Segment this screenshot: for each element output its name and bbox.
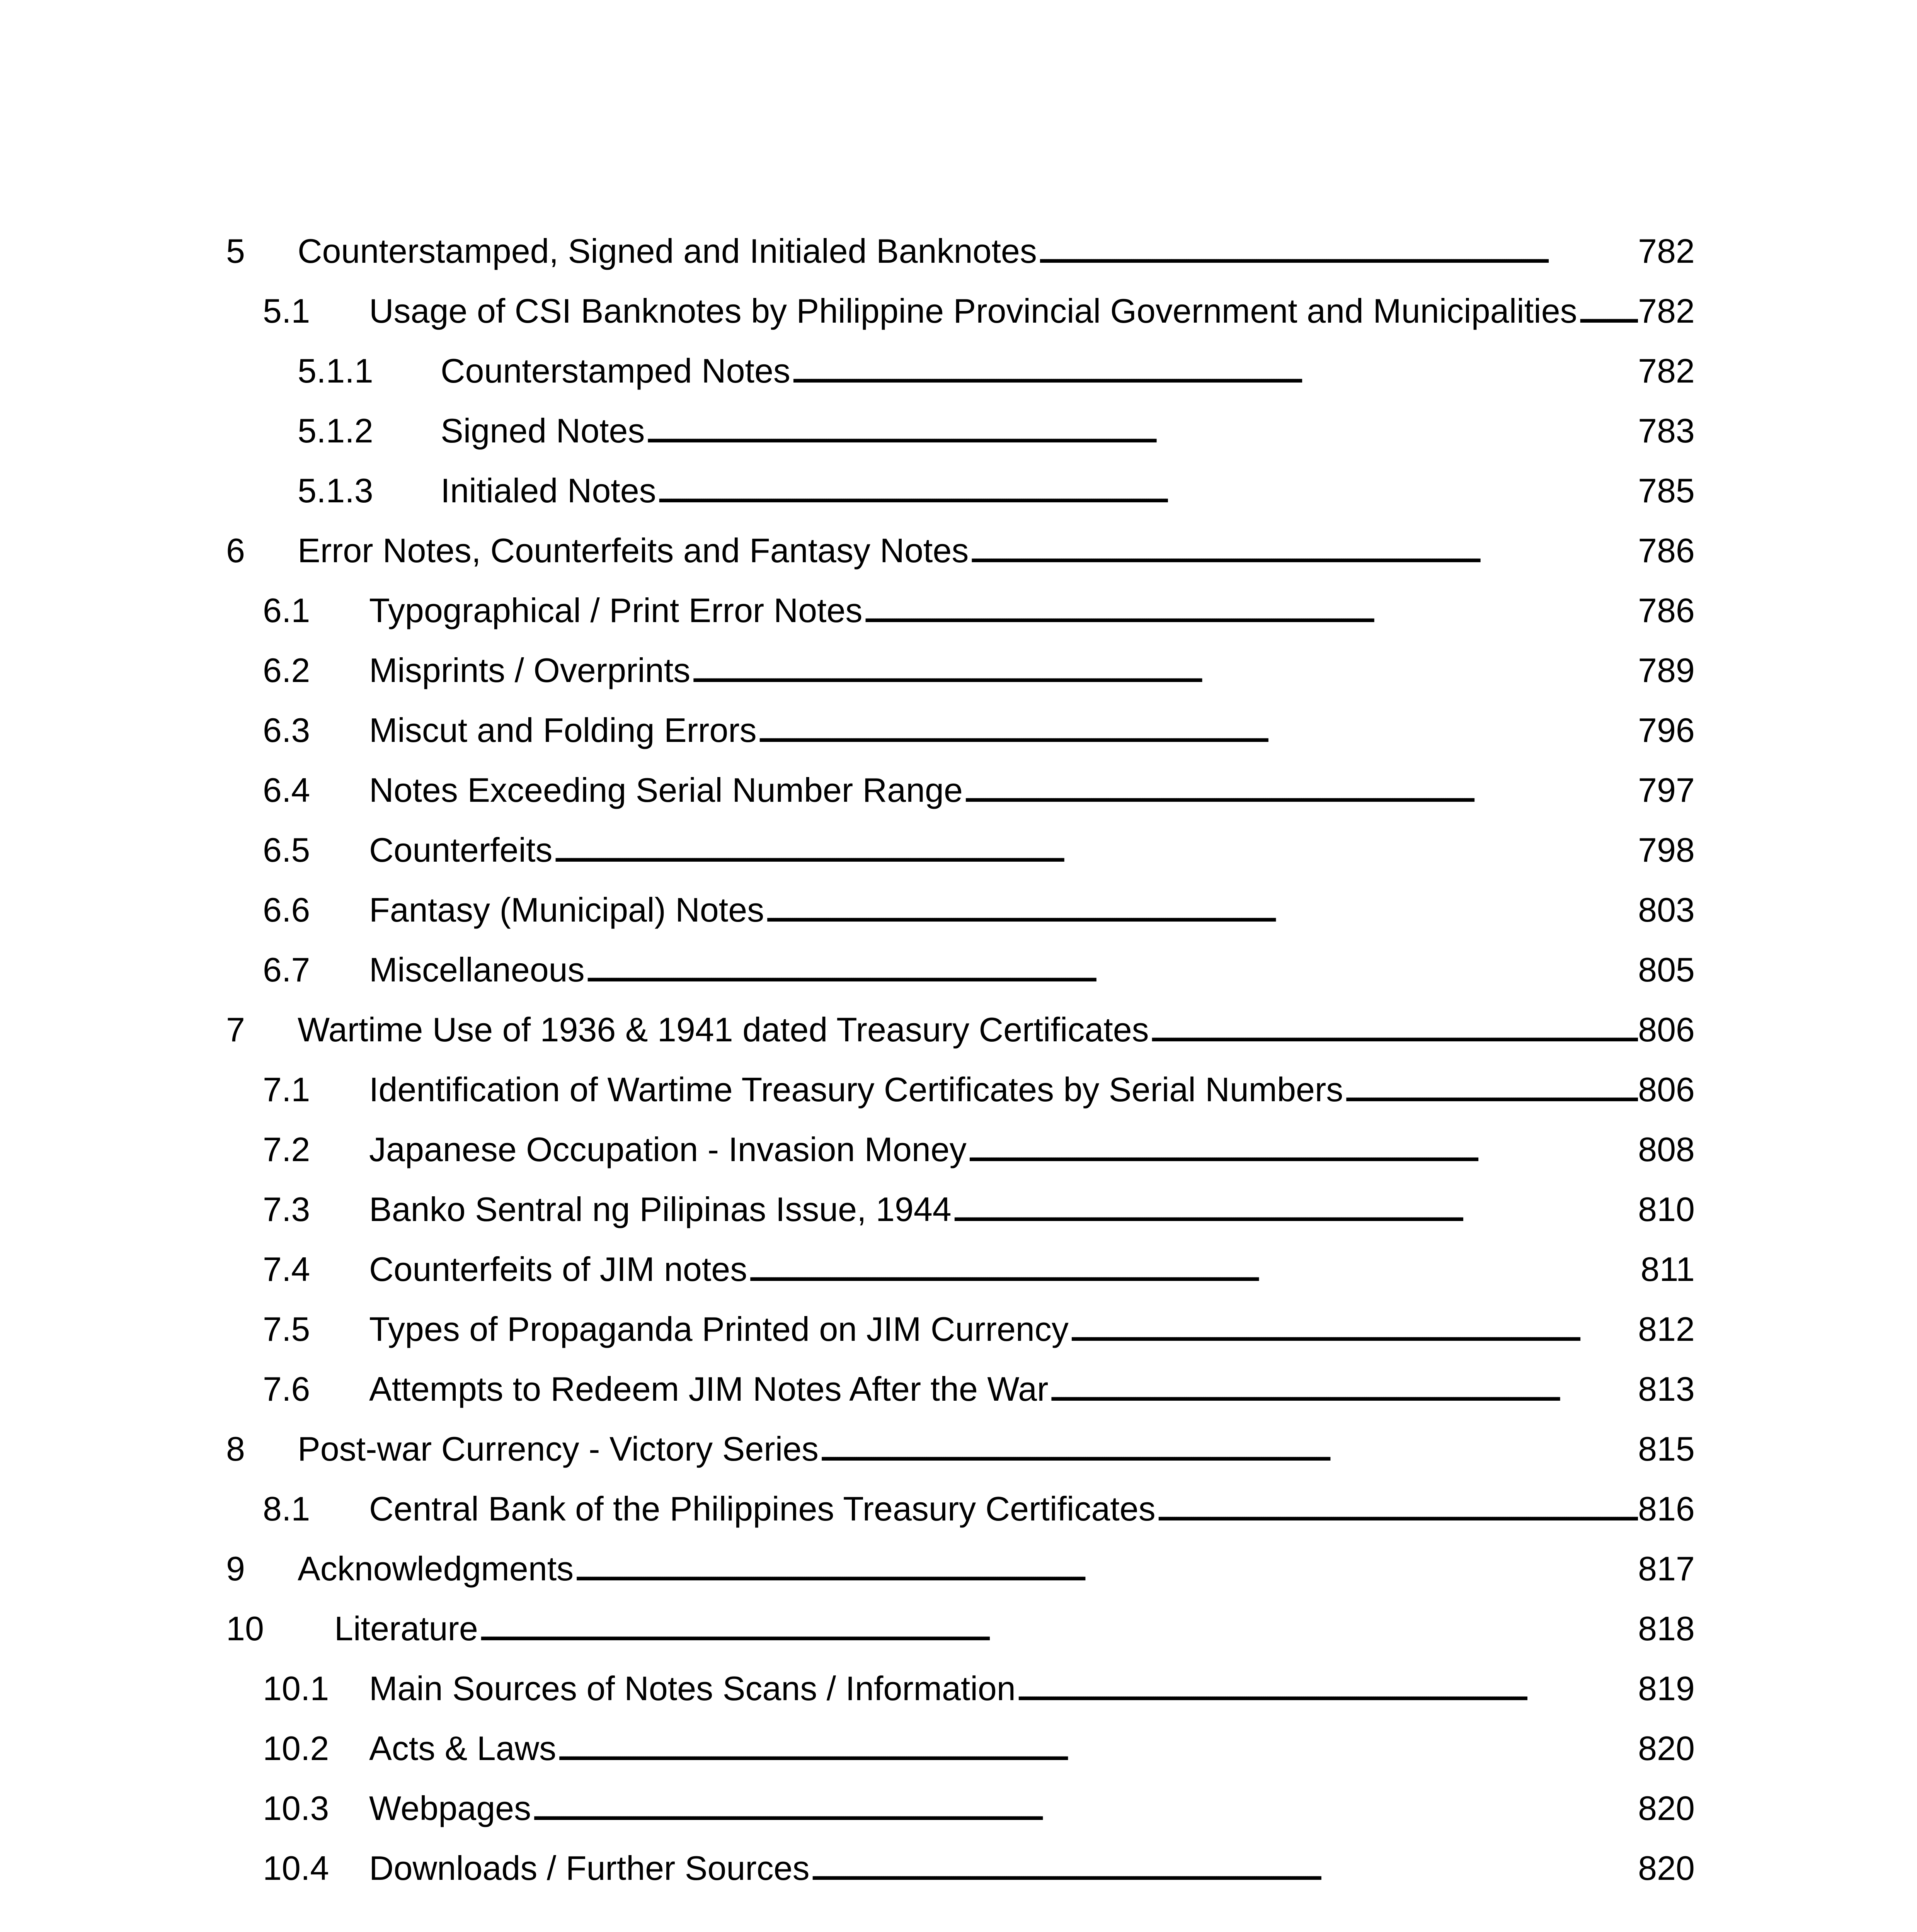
dot-leader bbox=[1156, 1480, 1638, 1538]
toc-entry-title: Central Bank of the Philippines Treasury Certificates bbox=[369, 1490, 1156, 1528]
dot-leader bbox=[967, 1121, 1638, 1179]
dot-leader bbox=[690, 641, 1638, 699]
dot-leader bbox=[478, 1600, 1638, 1658]
dot-leader bbox=[747, 1240, 1640, 1298]
dot-leader bbox=[574, 1540, 1638, 1598]
toc-entry-title: Acknowledgments bbox=[298, 1549, 574, 1588]
toc-entry-6-1[interactable] bbox=[226, 582, 1695, 639]
toc-entry-page: 820 bbox=[1638, 1729, 1695, 1767]
toc-entry-page: 819 bbox=[1638, 1669, 1695, 1708]
toc-entry-page: 806 bbox=[1638, 1070, 1695, 1109]
toc-entry-7-3[interactable] bbox=[226, 1180, 1695, 1238]
dot-leader bbox=[1048, 1360, 1638, 1418]
toc-entry-number: 6.1 bbox=[263, 591, 310, 629]
toc-entry-title: Usage of CSI Banknotes by Philippine Provincial Government and Municipalities bbox=[369, 292, 1577, 330]
toc-entry-9[interactable] bbox=[226, 1540, 1695, 1598]
toc-entry-5-1-1[interactable] bbox=[226, 342, 1695, 400]
toc-entry-number: 6.4 bbox=[263, 771, 310, 809]
toc-entry-page: 818 bbox=[1638, 1609, 1695, 1648]
toc-entry-title: Notes Exceeding Serial Number Range bbox=[369, 771, 963, 809]
toc-entry-7-4[interactable] bbox=[226, 1240, 1695, 1298]
dot-leader bbox=[810, 1839, 1638, 1897]
toc-entry-page: 789 bbox=[1638, 651, 1695, 689]
dot-leader bbox=[556, 1719, 1638, 1777]
toc-entry-page: 812 bbox=[1638, 1310, 1695, 1348]
toc-entry-number: 5.1.1 bbox=[298, 352, 373, 390]
toc-entry-number: 6.3 bbox=[263, 711, 310, 749]
dot-leader bbox=[656, 462, 1638, 520]
toc-entry-10-2[interactable] bbox=[226, 1719, 1695, 1777]
toc-entry-number: 6.6 bbox=[263, 891, 310, 929]
dot-leader bbox=[863, 582, 1638, 639]
toc-entry-page: 786 bbox=[1638, 531, 1695, 570]
toc-entry-page: 820 bbox=[1638, 1849, 1695, 1887]
toc-entry-6-2[interactable] bbox=[226, 641, 1695, 699]
toc-entry-page: 820 bbox=[1638, 1789, 1695, 1827]
toc-entry-number: 5.1.2 bbox=[298, 412, 373, 450]
toc-entry-5-1-3[interactable] bbox=[226, 462, 1695, 520]
dot-leader bbox=[764, 881, 1638, 939]
toc-entry-title: Downloads / Further Sources bbox=[369, 1849, 810, 1887]
toc-entry-page: 798 bbox=[1638, 831, 1695, 869]
toc-entry-number: 9 bbox=[226, 1549, 245, 1588]
toc-entry-title: Identification of Wartime Treasury Certificates by Serial Numbers bbox=[369, 1070, 1343, 1109]
toc-entry-8[interactable] bbox=[226, 1420, 1695, 1478]
dot-leader bbox=[790, 342, 1638, 400]
toc-entry-title: Counterfeits of JIM notes bbox=[369, 1250, 747, 1288]
toc-entry-6-3[interactable] bbox=[226, 701, 1695, 759]
dot-leader bbox=[963, 761, 1638, 819]
toc-entry-number: 7.6 bbox=[263, 1370, 310, 1408]
toc-entry-5-1-2[interactable] bbox=[226, 402, 1695, 460]
toc-entry-title: Miscellaneous bbox=[369, 951, 585, 989]
toc-entry-title: Banko Sentral ng Pilipinas Issue, 1944 bbox=[369, 1190, 952, 1228]
toc-entry-page: 811 bbox=[1640, 1250, 1695, 1288]
toc-entry-page: 810 bbox=[1638, 1190, 1695, 1228]
toc-entry-number: 8.1 bbox=[263, 1490, 310, 1528]
toc-entry-page: 817 bbox=[1638, 1549, 1695, 1588]
dot-leader bbox=[1149, 1001, 1638, 1059]
toc-entry-number: 10.4 bbox=[263, 1849, 329, 1887]
dot-leader bbox=[819, 1420, 1638, 1478]
toc-entry-number: 10.3 bbox=[263, 1789, 329, 1827]
dot-leader bbox=[1577, 282, 1638, 340]
toc-entry-number: 7.2 bbox=[263, 1130, 310, 1168]
toc-entry-title: Initialed Notes bbox=[441, 471, 656, 510]
dot-leader bbox=[1069, 1300, 1638, 1358]
toc-entry-title: Japanese Occupation - Invasion Money bbox=[369, 1130, 967, 1168]
toc-entry-5[interactable] bbox=[226, 222, 1695, 280]
toc-entry-title: Signed Notes bbox=[441, 412, 645, 450]
toc-entry-10-3[interactable] bbox=[226, 1779, 1695, 1837]
dot-leader bbox=[585, 941, 1638, 999]
toc-entry-page: 797 bbox=[1638, 771, 1695, 809]
toc-entry-page: 813 bbox=[1638, 1370, 1695, 1408]
toc-entry-number: 7.5 bbox=[263, 1310, 310, 1348]
toc-entry-7-2[interactable] bbox=[226, 1121, 1695, 1179]
toc-entry-title: Main Sources of Notes Scans / Information bbox=[369, 1669, 1016, 1708]
toc-entry-page: 808 bbox=[1638, 1130, 1695, 1168]
toc-entry-title: Post-war Currency - Victory Series bbox=[298, 1430, 819, 1468]
dot-leader bbox=[1016, 1660, 1638, 1718]
toc-entry-6-4[interactable] bbox=[226, 761, 1695, 819]
toc-entry-page: 785 bbox=[1638, 471, 1695, 510]
dot-leader bbox=[969, 522, 1638, 580]
toc-entry-number: 8 bbox=[226, 1430, 245, 1468]
toc-entry-title: Types of Propaganda Printed on JIM Currency bbox=[369, 1310, 1069, 1348]
toc-entry-title: Fantasy (Municipal) Notes bbox=[369, 891, 764, 929]
toc-entry-10-4[interactable] bbox=[226, 1839, 1695, 1897]
toc-entry-title: Counterstamped Notes bbox=[441, 352, 790, 390]
toc-entry-7[interactable] bbox=[226, 1001, 1695, 1059]
toc-entry-title: Typographical / Print Error Notes bbox=[369, 591, 863, 629]
toc-entry-title: Webpages bbox=[369, 1789, 531, 1827]
toc-entry-title: Miscut and Folding Errors bbox=[369, 711, 757, 749]
toc-entry-10-1[interactable] bbox=[226, 1660, 1695, 1718]
toc-entry-title: Misprints / Overprints bbox=[369, 651, 691, 689]
dot-leader bbox=[552, 821, 1638, 879]
toc-entry-number: 7.4 bbox=[263, 1250, 310, 1288]
toc-entry-6-7[interactable] bbox=[226, 941, 1695, 999]
dot-leader bbox=[1343, 1061, 1638, 1119]
toc-entry-10[interactable] bbox=[226, 1600, 1695, 1658]
toc-entry-page: 782 bbox=[1638, 232, 1695, 270]
toc-entry-title: Counterstamped, Signed and Initialed Banknotes bbox=[298, 232, 1037, 270]
toc-entry-page: 782 bbox=[1638, 352, 1695, 390]
dot-leader bbox=[645, 402, 1638, 460]
toc-entry-7-6[interactable] bbox=[226, 1360, 1695, 1418]
toc-entry-number: 6.2 bbox=[263, 651, 310, 689]
toc-entry-title: Error Notes, Counterfeits and Fantasy Notes bbox=[298, 531, 969, 570]
toc-entry-8-1[interactable] bbox=[226, 1480, 1695, 1538]
toc-entry-page: 796 bbox=[1638, 711, 1695, 749]
toc-entry-title: Wartime Use of 1936 & 1941 dated Treasury Certificates bbox=[298, 1010, 1149, 1049]
toc-entry-number: 6.7 bbox=[263, 951, 310, 989]
toc-entry-title: Attempts to Redeem JIM Notes After the War bbox=[369, 1370, 1049, 1408]
toc-entry-number: 6 bbox=[226, 531, 245, 570]
toc-entry-page: 783 bbox=[1638, 412, 1695, 450]
toc-entry-page: 786 bbox=[1638, 591, 1695, 629]
toc-entry-page: 805 bbox=[1638, 951, 1695, 989]
toc-entry-number: 10.2 bbox=[263, 1729, 329, 1767]
dot-leader bbox=[531, 1779, 1638, 1837]
toc-entry-number: 7 bbox=[226, 1010, 245, 1049]
toc-entry-page: 816 bbox=[1638, 1490, 1695, 1528]
toc-entry-6-5[interactable] bbox=[226, 821, 1695, 879]
toc-entry-title: Acts & Laws bbox=[369, 1729, 557, 1767]
toc-entry-5-1[interactable] bbox=[226, 282, 1695, 340]
toc-entry-title: Counterfeits bbox=[369, 831, 553, 869]
toc-entry-page: 803 bbox=[1638, 891, 1695, 929]
toc-entry-number: 10 bbox=[226, 1609, 264, 1648]
toc-entry-page: 806 bbox=[1638, 1010, 1695, 1049]
toc-entry-6-6[interactable] bbox=[226, 881, 1695, 939]
toc-entry-page: 815 bbox=[1638, 1430, 1695, 1468]
toc-entry-number: 7.1 bbox=[263, 1070, 310, 1109]
toc-entry-page: 782 bbox=[1638, 292, 1695, 330]
toc-entry-number: 5.1.3 bbox=[298, 471, 373, 510]
toc-entry-number: 7.3 bbox=[263, 1190, 310, 1228]
toc-entry-7-5[interactable] bbox=[226, 1300, 1695, 1358]
toc-entry-number: 10.1 bbox=[263, 1669, 329, 1708]
dot-leader bbox=[757, 701, 1638, 759]
dot-leader bbox=[1037, 222, 1638, 280]
toc-entry-7-1[interactable] bbox=[226, 1061, 1695, 1119]
dot-leader bbox=[952, 1180, 1638, 1238]
toc-entry-number: 5.1 bbox=[263, 292, 310, 330]
toc-entry-title: Literature bbox=[334, 1609, 478, 1648]
toc-entry-6[interactable] bbox=[226, 522, 1695, 580]
toc-entry-number: 5 bbox=[226, 232, 245, 270]
toc-entry-number: 6.5 bbox=[263, 831, 310, 869]
